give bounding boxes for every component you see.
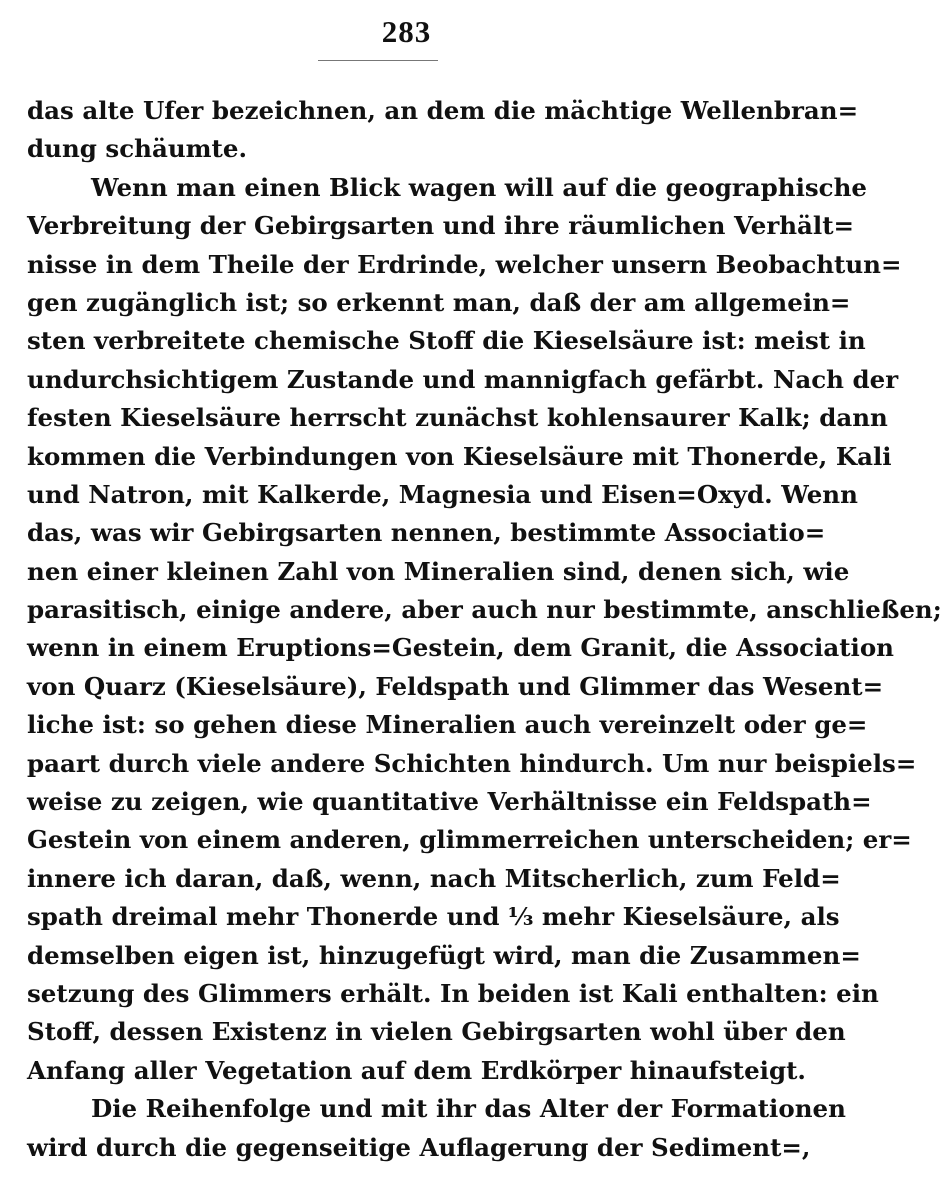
text-line: sten verbreitete chemische Stoff die Kieselsäure ist: meist in [27,326,866,356]
header-rule [318,60,438,61]
text-line: gen zugänglich ist; so erkennt man, daß der am allgemein= [27,287,851,317]
text-line: undurchsichtigem Zustande und mannigfach gefärbt. Nach der [27,364,899,394]
text-line: parasitisch, einige andere, aber auch nur bestimmte, anschließen; [27,595,942,625]
text-line: Stoff, dessen Existenz in vielen Gebirgsarten wohl über den [27,1017,846,1047]
text-line: paart durch viele andere Schichten hindurch. Um nur beispiels= [27,748,917,778]
text-line: Verbreitung der Gebirgsarten und ihre räumlichen Verhält= [27,211,855,241]
body-text [27,92,942,1167]
text-line: wenn in einem Eruptions=Gestein, dem Granit, die Association [27,633,894,663]
text-line: Die Reihenfolge und mit ihr das Alter der Formationen [91,1094,846,1124]
text-line: nisse in dem Theile der Erdrinde, welcher unsern Beobachtun= [27,249,902,279]
text-line: spath dreimal mehr Thonerde und ⅓ mehr Kieselsäure, als [27,902,840,932]
text-line: Anfang aller Vegetation auf dem Erdkörper hinaufsteigt. [27,1055,806,1085]
text-line: das alte Ufer bezeichnen, an dem die mächtige Wellenbran= [27,96,859,125]
text-line: innere ich daran, daß, wenn, nach Mitscherlich, zum Feld= [27,863,841,893]
text-line: wird durch die gegenseitige Auflagerung der Sediment=, [27,1132,811,1162]
text-line: nen einer kleinen Zahl von Mineralien sind, denen sich, wie [27,556,850,586]
text-line: dung schäumte. [27,134,247,164]
text-line: Wenn man einen Blick wagen will auf die geographische [91,172,867,202]
text-line: liche ist: so gehen diese Mineralien auch vereinzelt oder ge= [27,710,868,740]
text-line: festen Kieselsäure herrscht zunächst kohlensaurer Kalk; dann [27,403,888,433]
text-line: von Quarz (Kieselsäure), Feldspath und Glimmer das Wesent= [27,671,884,701]
text-line: setzung des Glimmers erhält. In beiden ist Kali enthalten: ein [27,978,879,1008]
text-line: weise zu zeigen, wie quantitative Verhältnisse ein Feldspath= [27,787,872,817]
text-line: kommen die Verbindungen von Kieselsäure mit Thonerde, Kali [27,441,892,471]
text-line: und Natron, mit Kalkerde, Magnesia und Eisen=Oxyd. Wenn [27,479,858,509]
text-line: das, was wir Gebirgsarten nennen, bestimmte Associatio= [27,518,826,548]
text-line: Gestein von einem anderen, glimmerreichen unterscheiden; er= [27,825,912,855]
text-line: demselben eigen ist, hinzugefügt wird, man die Zusammen= [27,940,861,970]
page-number: 283 [381,14,432,49]
